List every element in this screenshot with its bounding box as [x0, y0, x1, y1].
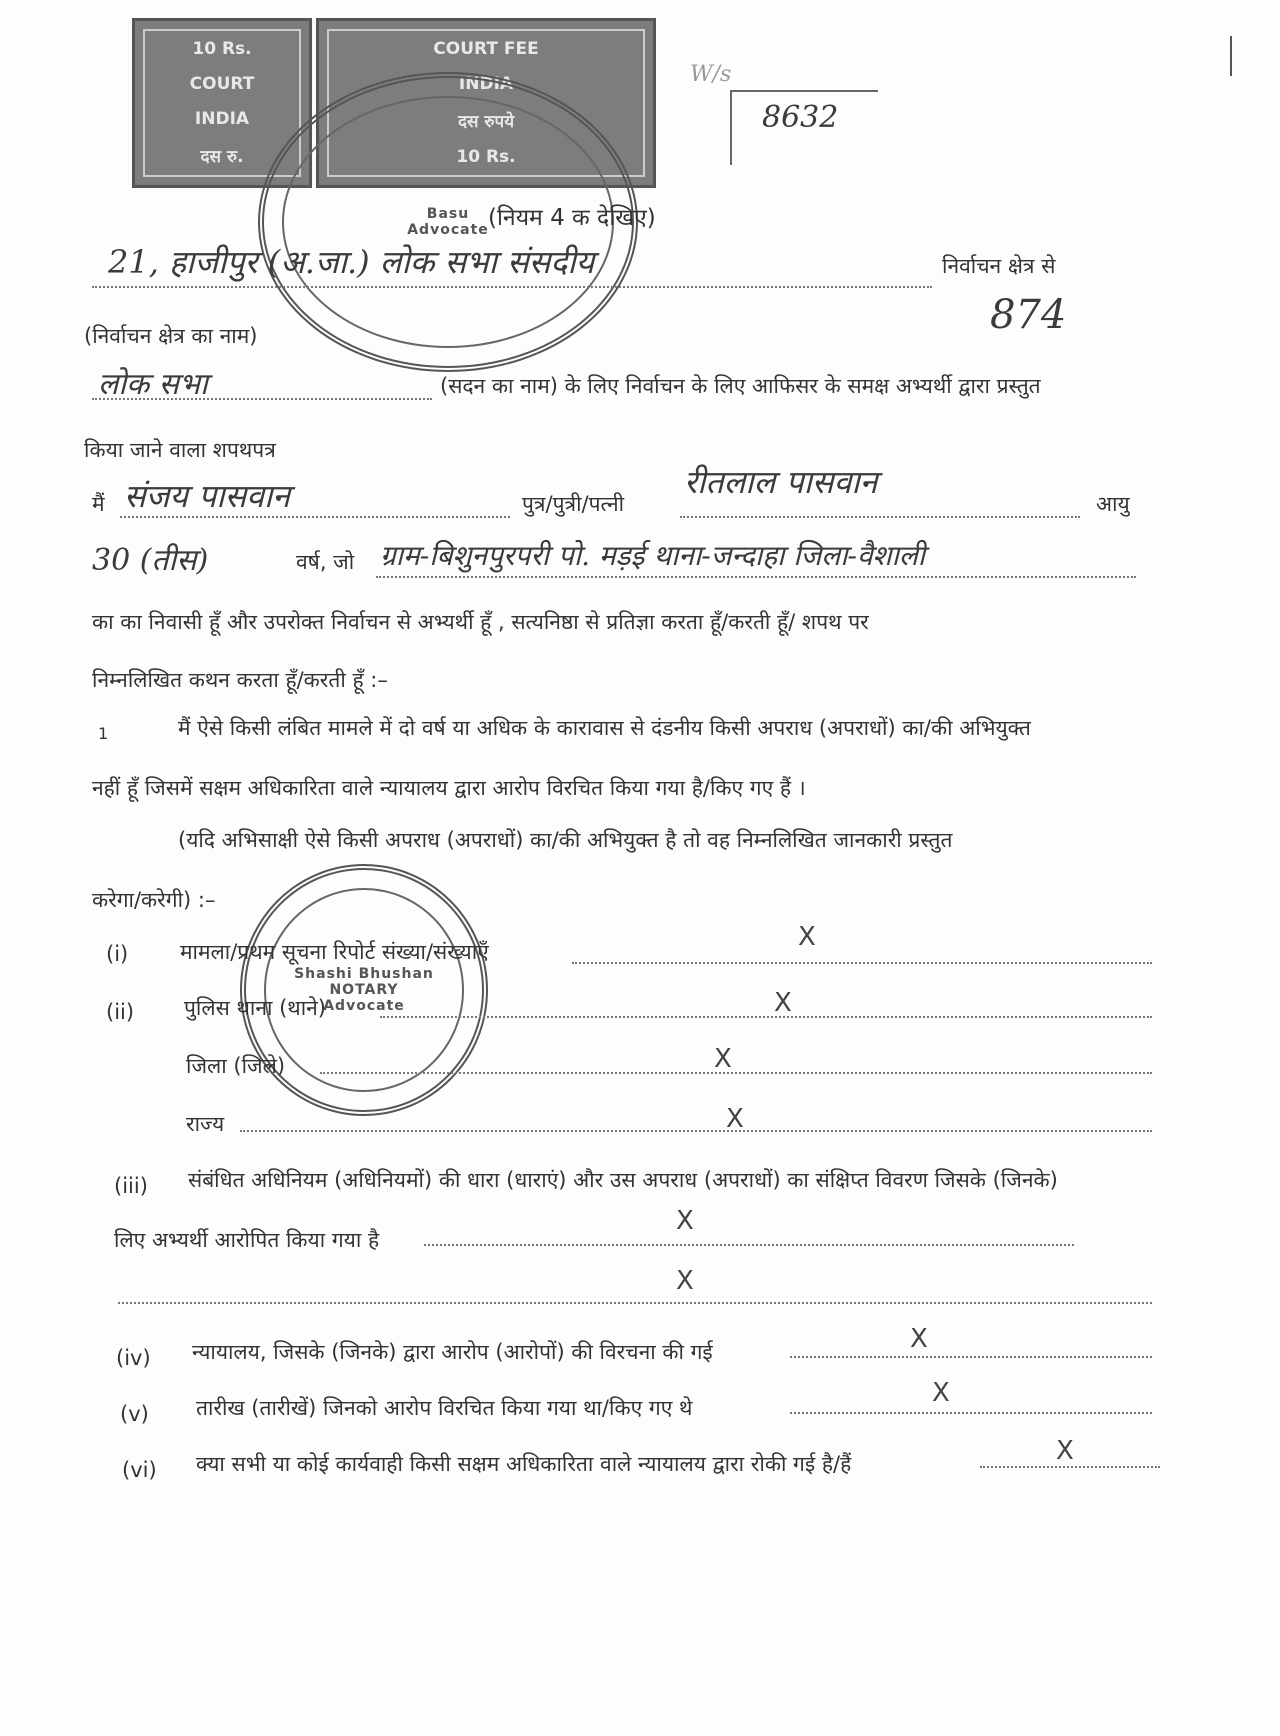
item-label: न्यायालय, जिसके (जिनके) द्वारा आरोप (आरोपों) की विरचना की गई [192, 1340, 713, 1364]
dotted-line [376, 576, 1136, 578]
para-number: 1 [98, 724, 109, 743]
deponent-prefix: मैं [92, 492, 105, 516]
statement-intro: निम्नलिखित कथन करता हूँ/करती हूँ :– [92, 668, 388, 692]
seal-text: Advocate [323, 998, 405, 1014]
dotted-line [118, 1302, 1152, 1304]
item-label: क्या सभी या कोई कार्यवाही किसी सक्षम अधिकारिता वाले न्यायालय द्वारा रोकी गई है/हैं [196, 1452, 852, 1476]
stamp-court-label: COURT [189, 73, 255, 94]
item-label: राज्य [186, 1112, 225, 1136]
cross-mark: X [774, 988, 792, 1018]
item-label: संबंधित अधिनियम (अधिनियमों) की धारा (धाराएं) और उस अपराध (अपराधों) का संक्षिप्त विवरण जिसके (जिनके) [188, 1168, 1058, 1192]
seal-text: Advocate [407, 222, 489, 238]
father-name: रीतलाल पासवान [684, 463, 878, 501]
cross-mark: X [676, 1206, 694, 1236]
seal-text: NOTARY [329, 982, 399, 998]
item-number: (i) [106, 942, 129, 966]
item-number: (iv) [116, 1346, 151, 1370]
stamp-country-label: INDIA [458, 73, 514, 94]
item-number: (ii) [106, 1000, 135, 1024]
dotted-line [680, 516, 1080, 518]
stamp-country-label: INDIA [194, 109, 250, 130]
dotted-line [320, 1072, 1152, 1074]
cross-mark: X [726, 1104, 744, 1134]
age-value: 30 (तीस) [92, 543, 209, 578]
seal-text: Basu [426, 206, 470, 222]
item-label: जिला (जिले) [186, 1054, 286, 1078]
cross-mark: X [798, 922, 816, 952]
residence-statement: का का निवासी हूँ और उपरोक्त निर्वाचन से अभ्यर्थी हूँ , सत्यनिष्ठा से प्रतिज्ञा करता हूँ/करती हूँ/ शपथ पर [92, 610, 869, 634]
cross-mark: X [714, 1044, 732, 1074]
side-number: 874 [990, 292, 1067, 338]
dotted-line [980, 1466, 1160, 1468]
cross-mark: X [910, 1324, 928, 1354]
dotted-line [120, 516, 510, 518]
age-caption: आयु [1096, 492, 1130, 516]
affidavit-caption: किया जाने वाला शपथपत्र [84, 438, 276, 462]
stamp-value-label: दस रुपये [457, 112, 515, 133]
dotted-line [380, 1016, 1152, 1018]
dotted-line [790, 1412, 1152, 1414]
para2-line1: (यदि अभिसाक्षी ऐसे किसी अपराध (अपराधों) का/की अभियुक्त है तो वह निम्नलिखित जानकारी प्रस्तुत [178, 828, 953, 852]
house-handwritten: लोक सभा [98, 367, 208, 402]
stamp-court-label: COURT FEE [433, 38, 539, 59]
receipt-number: 8632 [730, 90, 878, 165]
seal-text: Shashi Bhushan [294, 966, 434, 982]
item-label: पुलिस थाना (थाने) [184, 996, 327, 1020]
stamp-denomination: 10 Rs. [192, 38, 252, 59]
cross-mark: X [1056, 1436, 1074, 1466]
para1-line2: नहीं हूँ जिसमें सक्षम अधिकारिता वाले न्यायालय द्वारा आरोप विरचित किया गया है/किए गए हैं । [92, 776, 806, 800]
deponent-name: संजय पासवान [124, 477, 291, 515]
dotted-line [572, 962, 1152, 964]
constituency-caption: (निर्वाचन क्षेत्र का नाम) [84, 324, 258, 348]
para1-line1: मैं ऐसे किसी लंबित मामले में दो वर्ष या अधिक के कारावास से दंडनीय किसी अपराध (अपराधों) का/की अभियुक्त [178, 716, 1031, 740]
constituency-handwritten: 21, हाजीपुर (अ.जा.) लोक सभा संसदीय [108, 243, 595, 281]
dotted-line [92, 398, 432, 400]
relation-caption: पुत्र/पुत्री/पत्नी [522, 492, 625, 516]
item-label: लिए अभ्यर्थी आरोपित किया गया है [114, 1228, 380, 1252]
item-number: (vi) [122, 1458, 157, 1482]
margin-rule [1230, 36, 1232, 76]
item-number: (iii) [114, 1174, 148, 1198]
item-number: (v) [120, 1402, 149, 1426]
item-label: तारीख (तारीखें) जिनको आरोप विरचित किया गया था/किए गए थे [196, 1396, 693, 1420]
stamp-note: W/s [690, 62, 732, 87]
rule-title: (नियम 4 क देखिए) [488, 205, 656, 231]
dotted-line [240, 1130, 1152, 1132]
para2-line2: करेगा/करेगी) :– [92, 888, 216, 912]
cross-mark: X [676, 1266, 694, 1296]
dotted-line [92, 286, 932, 288]
constituency-suffix: निर्वाचन क्षेत्र से [942, 254, 1056, 278]
years-caption: वर्ष, जो [296, 550, 355, 574]
item-label: मामला/प्रथम सूचना रिपोर्ट संख्या/संख्याएँ [180, 940, 489, 964]
stamp-value-label: दस रु. [200, 147, 244, 168]
dotted-line [424, 1244, 1074, 1246]
address-handwritten: ग्राम-बिशुनपुरपरी पो. मड़ई थाना-जन्दाहा जिला-वैशाली [380, 539, 926, 572]
house-caption: (सदन का नाम) के लिए निर्वाचन के लिए आफिसर के समक्ष अभ्यर्थी द्वारा प्रस्तुत [440, 374, 1041, 398]
cross-mark: X [932, 1378, 950, 1408]
dotted-line [790, 1356, 1152, 1358]
stamp-denomination: 10 Rs. [456, 147, 516, 168]
